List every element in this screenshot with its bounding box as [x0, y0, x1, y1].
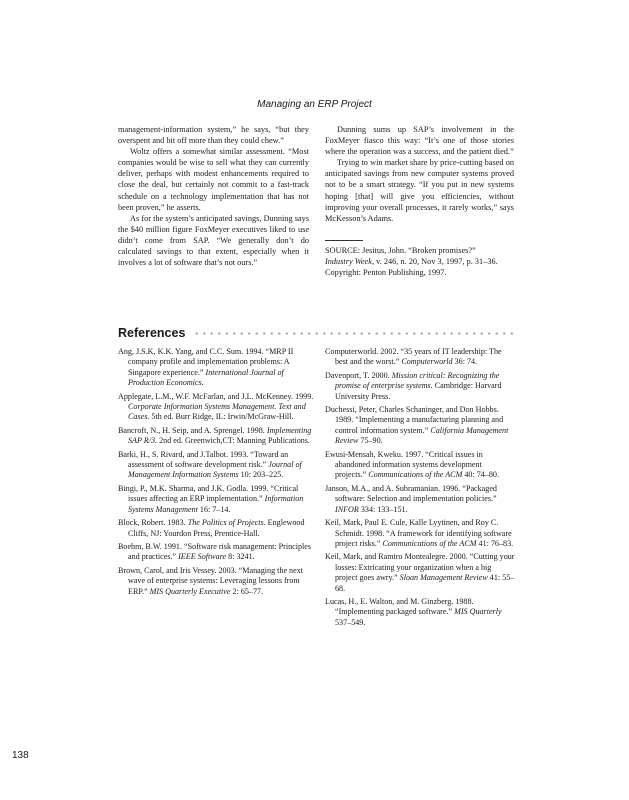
source-note: [325, 245, 514, 278]
reference-item: Barki, H., S. Rivard, and J.Talbot. 1993. “Toward an assessment of software development risk.” Journal of Management Information Systems 10: 203–225.: [118, 449, 302, 480]
references-column-right: [325, 347, 515, 631]
reference-item: Ang, J.S.K, K.K. Yang, and C.C. Sum. 1994. “MRP II company profile and implementation problems: A Singapore experience.” International Journal of Production Economics.: [118, 347, 294, 388]
body-paragraph: Trying to win market share by price-cutting based on anticipated savings from new computer systems proved not to be a smart strategy. “If you put in new systems hoping [that] will give you efficiencies, without improving your overall processes, it rarely works,” says McKesson’s Adams.: [325, 158, 514, 223]
reference-item: Brown, Carol, and Iris Vessey. 2003. “Managing the next wave of enterprise systems: Leveraging lessons from ERP.” MIS Quarterly Executive 2: 65–77.: [118, 565, 303, 596]
running-head: Managing an ERP Project: [257, 99, 372, 110]
source-journal: Industry Week: [325, 256, 372, 266]
references-heading: References: [118, 326, 186, 340]
reference-item: Computerworld. 2002. “35 years of IT leadership: The best and the worst.” Computerworld 36: 74.: [325, 347, 502, 367]
source-details: , v. 246, n. 20, Nov 3, 1997, p. 31–36.: [371, 256, 498, 266]
reference-item: Ewusi-Mensah, Kweku. 1997. “Critical issues in abandoned information systems development projects.” Communications of the ACM 40: 74–80.: [325, 449, 499, 480]
reference-item: Davenport, T. 2000. Mission critical: Recognizing the promise of enterprise systems. Cambridge: Harvard University Press.: [325, 370, 502, 401]
reference-item: Block, Robert. 1983. The Politics of Projects. Englewood Cliffs, NJ: Yourdon Press, Prentice-Hall.: [118, 518, 305, 538]
source-line: SOURCE: Jesitus, John. “Broken promises?”: [325, 245, 476, 255]
source-line: [325, 256, 514, 267]
reference-item: Bingi, P., M.K. Sharma, and J.K. Godla. 1999. “Critical issues affecting an ERP implementation.” Information Systems Management 16: 7–14.: [118, 483, 304, 514]
body-paragraph: management-information system,” he says, “but they overspent and bit off more than they could chew.”: [118, 125, 309, 146]
page-number: 138: [12, 750, 29, 761]
source-divider: [325, 240, 363, 241]
dotted-leader: [193, 332, 514, 335]
body-paragraph: Woltz offers a somewhat similar assessment. “Most companies would be wise to sell what they can currently deliver, perhaps with modest enhancements required to close the deal, but certainly not commit to a fast-track schedule on a technology implementation that has not been proven,” he asserts.: [118, 147, 309, 212]
references-heading-row: [118, 324, 514, 342]
reference-item: Keil, Mark, and Ramiro Montealegre. 2000. “Cutting your losses: Extricating your organization when a big project goes awry.” Sloan Management Review 41: 55–68.: [325, 552, 515, 593]
body-column-right: [325, 124, 514, 278]
body-column-left: [118, 124, 309, 268]
source-line: Copyright: Penton Publishing, 1997.: [325, 268, 447, 278]
body-paragraph: As for the system’s anticipated savings, Dunning says the $40 million figure FoxMeyer executives liked to use didn’t come from SAP. “We generally don’t do calculated savings to that extent, especially when it involves a lot of software that’s not ours.”: [118, 213, 309, 268]
body-paragraph: Dunning sums up SAP’s involvement in the FoxMeyer fiasco this way: “It’s one of those stories where the operation was a success, and the patient died.”: [325, 125, 514, 157]
reference-item: Bancroft, N., H. Seip, and A. Sprengel. 1998. Implementing SAP R/3. 2nd ed. Greenwich,CT: Manning Publications.: [118, 425, 312, 446]
reference-item: Keil, Mark, Paul E. Cule, Kalle Lyytinen, and Roy C. Schmidt. 1998. “A framework for identifying software project risks.” Communications of the ACM 41: 76–83.: [325, 518, 514, 548]
reference-item: Duchessi, Peter, Charles Schaninger, and Don Hobbs. 1989. “Implementing a manufacturing planning and control information system.” California Management Review 75–90.: [325, 405, 509, 446]
reference-item: Janson, M.A., and A. Subramanian. 1996. “Packaged software: Selection and implementation policies.” INFOR 334: 133–151.: [325, 483, 497, 514]
references-column-left: [118, 347, 316, 600]
reference-item: Lucas, H., E. Walton, and M. Ginzberg. 1988. “Implementing packaged software.” MIS Quarterly 537–549.: [325, 596, 502, 627]
reference-item: Boehm, B.W. 1991. “Software risk management: Principles and practices.” IEEE Software 8: 3241.: [118, 541, 312, 562]
reference-item: Applegate, L.M., W.F. McFarlan, and J.L. McKenney. 1999. Corporate Information Systems Management. Text and Cases. 5th ed. Burr Ridge, IL: Irwin/McGraw-Hill.: [118, 391, 314, 422]
